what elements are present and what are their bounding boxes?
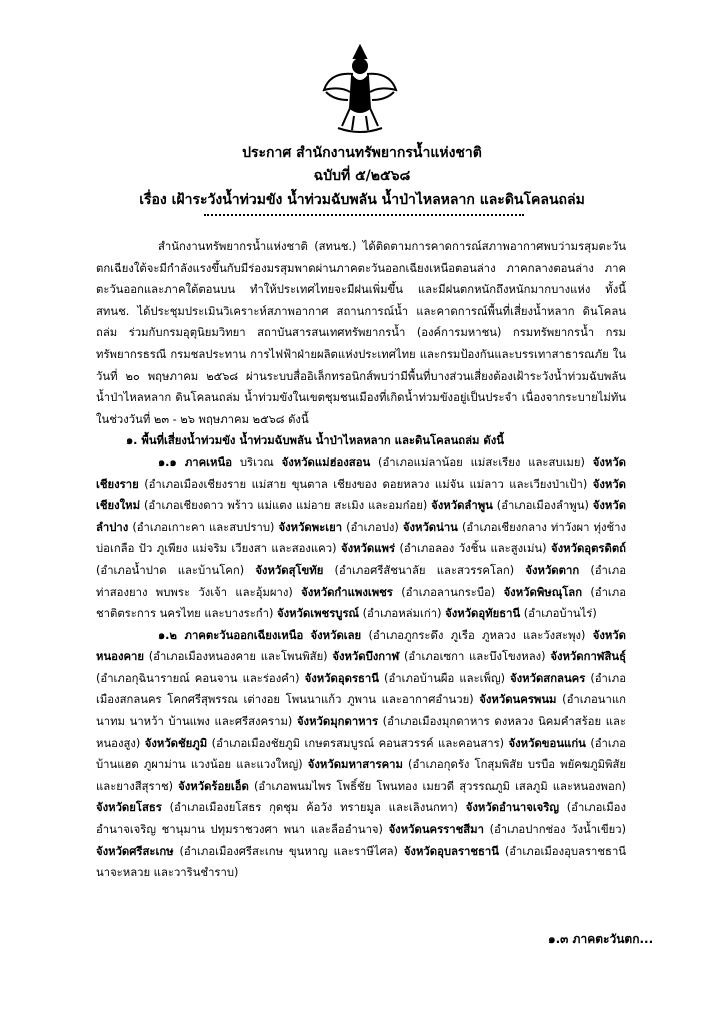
district-list: (อำเภอหล่มเก่า) bbox=[362, 607, 442, 621]
province-name: จังหวัดนครพนม bbox=[479, 693, 557, 707]
district-list: (อำเภอเมืองสกลนคร โคกศรีสุพรรณ เต่างอย โพนนาแก้ว ภูพาน และอากาศอำนวย) bbox=[96, 671, 626, 707]
district-list: (อำเภอศรีสัชนาลัย และสวรรคโลก) bbox=[334, 563, 515, 577]
province-name: จังหวัดขอนแก่น bbox=[508, 736, 586, 750]
district-list: (อำเภอเกาะคา และสบปราบ) bbox=[132, 520, 275, 534]
district-list: (อำเภอเมืองเชียงราย แม่สาย ขุนตาล เชียงของ ดอยหลวง แม่จัน แม่ลาว และเวียงป่าเป้า) bbox=[144, 477, 588, 491]
district-list: (อำเภอเชียงดาว พร้าว แม่แตง แม่อาย สะเมิง และอมก๋อย) bbox=[143, 499, 428, 513]
province-name: จังหวัดอุดรธานี bbox=[304, 671, 379, 685]
district-list: (อำเภอชาติตระการ นครไทย และบางระกำ) bbox=[96, 585, 627, 621]
province-name: จังหวัดร้อยเอ็ด bbox=[178, 779, 249, 793]
province-name: จังหวัดพิษณุโลก bbox=[503, 585, 583, 599]
district-list: (อำเภอปง) bbox=[346, 520, 399, 534]
district-list: (อำเภอปากช่อง วังน้ำเขียว) bbox=[489, 823, 627, 837]
province-name: จังหวัดน่าน bbox=[402, 520, 458, 534]
province-name: จังหวัดหนองคาย bbox=[96, 628, 626, 664]
province-name: จังหวัดสุโขทัย bbox=[255, 563, 324, 577]
province-name: จังหวัดนครราชสีมา bbox=[388, 823, 484, 837]
garuda-emblem-icon bbox=[320, 42, 400, 138]
district-list: (อำเภอเมืองมุกดาหาร ดงหลวง นิคมคำสร้อย และหนองสูง) bbox=[96, 715, 626, 750]
continuation-footer: ๑.๓ ภาคตะวันตก... bbox=[548, 932, 654, 946]
northeast-region-paragraph bbox=[96, 625, 626, 884]
district-list: (อำเภอเซกา และบึงโขงหลง) bbox=[403, 650, 546, 664]
announcement-number: ฉบับที่ ๕/๒๕๖๘ bbox=[313, 168, 411, 184]
province-name: จังหวัดอุทัยธานี bbox=[445, 607, 521, 621]
province-name: จังหวัดชัยภูมิ bbox=[144, 736, 208, 750]
province-name: จังหวัดกาฬสินธุ์ bbox=[550, 650, 627, 664]
province-name: จังหวัดบึงกาฬ bbox=[332, 650, 400, 664]
district-list: (อำเภอน้ำปาด และบ้านโคก) bbox=[96, 563, 245, 577]
province-name: จังหวัดเลย bbox=[310, 628, 362, 642]
announcement-title: ประกาศ สำนักงานทรัพยากรน้ำแห่งชาติ bbox=[242, 145, 482, 161]
district-list: (อำเภอเมืองยโสธร กุดชุม ค้อวัง ทรายมูล และเลิงนกทา) bbox=[169, 801, 458, 815]
region-heading: ๑.๑ ภาคเหนือ bbox=[158, 455, 232, 469]
district-list: (อำเภอบ้านแฮด ภูผาม่าน แวงน้อย และแวงใหญ่) bbox=[96, 736, 626, 772]
province-name: จังหวัดแพร่ bbox=[340, 542, 396, 556]
district-list: (อำเภอแม่ลาน้อย แม่สะเรียง และสบเมย) bbox=[378, 455, 585, 469]
dotted-divider bbox=[204, 214, 524, 216]
district-list: (อำเภอเมืองอำนาจเจริญ ชานุมาน ปทุมราชวงศา พนา และลืออำนาจ) bbox=[96, 801, 626, 837]
district-list: (อำเภอเมืองชัยภูมิ เกษตรสมบูรณ์ คอนสวรรค์ และคอนสาร) bbox=[211, 736, 505, 750]
province-name: จังหวัดลำพูน bbox=[431, 499, 493, 513]
district-list: (อำเภอเมืองอุบลราชธานี นาจะหลวย และวารินชำราบ) bbox=[96, 844, 627, 880]
province-name: จังหวัดลำปาง bbox=[96, 499, 627, 534]
province-name: จังหวัดเชียงใหม่ bbox=[96, 477, 626, 513]
district-list: (อำเภอภูกระดึง ภูเรือ ภูหลวง และวังสะพุง) bbox=[368, 628, 586, 642]
intro-paragraph: สำนักงานทรัพยากรน้ำแห่งชาติ (สทนช.) ได้ติดตามการคาดการณ์สภาพอากาศพบว่ามรสุมตะวันตกเฉียงใต้จะมีกำลังแรงขึ้นกับมีร่องมรสุมพาดผ่านภาคตะวันออกเฉียงเหนือตอนล่าง ภาคกลางตอนล่าง ภาคตะวันออกและภาคใต้ตอนบน ทำให้ประเทศไทยจะมีฝนเพิ่มขึ้น และมีฝนตกหนักถึงหนักมากบางแห่ง ทั้งนี้ สทนช. ได้ประชุมประเมินวิเคราะห์สภาพอากาศ สถานการณ์น้ำ และคาดการณ์พื้นที่เสี่ยงน้ำหลาก ดินโคลนถล่ม ร่วมกับกรมอุตุนิยมวิทยา สถาบันสารสนเทศทรัพยากรน้ำ (องค์การมหาชน) กรมทรัพยากรน้ำ กรมทรัพยากรธรณี กรมชลประทาน การไฟฟ้าฝ่ายผลิตแห่งประเทศไทย และกรมป้องกันและบรรเทาสาธารณภัย ในวันที่ ๒๐ พฤษภาคม ๒๕๖๘ ผ่านระบบสื่ออิเล็กทรอนิกส์พบว่ามีพื้นที่บางส่วนเสี่ยงต้องเฝ้าระวังน้ำท่วมฉับพลัน น้ำป่าไหลหลาก ดินโคลนถล่ม น้ำท่วมขังในเขตชุมชนเมืองที่เกิดน้ำท่วมขังอยู่เป็นประจำ เนื่องจากระบายไม่ทัน ในช่วงวันที่ ๒๓ - ๒๖ พฤษภาคม ๒๕๖๘ ดังนี้ bbox=[96, 240, 626, 426]
region-lead: บริเวณ bbox=[239, 455, 274, 469]
province-name: จังหวัดมุกดาหาร bbox=[296, 715, 379, 729]
province-name: จังหวัดมหาสารคาม bbox=[307, 758, 403, 772]
announcement-subject: เรื่อง เฝ้าระวังน้ำท่วมขัง น้ำท่วมฉับพลัน น้ำป่าไหลหลาก และดินโคลนถล่ม bbox=[139, 192, 585, 208]
province-name: จังหวัดอุตรดิตถ์ bbox=[551, 542, 627, 556]
district-list: (อำเภอลานกระบือ) bbox=[401, 585, 496, 599]
district-list: (อำเภอเมืองลำพูน) bbox=[496, 499, 589, 513]
province-name: จังหวัดยโสธร bbox=[96, 801, 162, 815]
province-name: จังหวัดแม่ฮ่องสอน bbox=[281, 455, 371, 469]
province-name: จังหวัดกำแพงเพชร bbox=[301, 585, 393, 599]
district-list: (อำเภอกุฉินารายณ์ คอนจาน และร่องคำ) bbox=[96, 671, 300, 685]
district-list: (อำเภอลอง วังชิ้น และสูงเม่น) bbox=[399, 542, 547, 556]
district-list: (อำเภอเมืองศรีสะเกษ ขุนหาญ และราษีไศล) bbox=[179, 844, 398, 858]
province-name: จังหวัดอำนาจเจริญ bbox=[465, 801, 559, 815]
region-heading: ๑.๒ ภาคตะวันออกเฉียงเหนือ bbox=[158, 628, 304, 642]
province-name: จังหวัดตาก bbox=[525, 563, 580, 577]
district-list: (อำเภอเชียงกลาง ท่าวังผา ทุ่งช้าง บ่อเกลือ ปัว ภูเพียง แม่จริม เวียงสา และสองแคว) bbox=[96, 520, 626, 556]
province-name: จังหวัดเพชรบูรณ์ bbox=[276, 607, 359, 621]
province-name: จังหวัดศรีสะเกษ bbox=[96, 844, 174, 858]
province-name: จังหวัดอุบลราชธานี bbox=[403, 844, 499, 858]
document-body bbox=[96, 236, 626, 884]
north-region-paragraph bbox=[96, 452, 626, 625]
district-list: (อำเภอบ้านผือ และเพ็ญ) bbox=[384, 671, 505, 685]
district-list: (อำเภอเมืองหนองคาย และโพนพิสัย) bbox=[148, 650, 328, 664]
district-list: (อำเภอกุดรัง โกสุมพิสัย บรบือ พยัคฆภูมิพิสัย และยางสีสุราช) bbox=[96, 758, 626, 793]
district-list: (อำเภอบ้านไร่) bbox=[523, 607, 597, 621]
province-name: จังหวัดเชียงราย bbox=[96, 455, 627, 491]
province-name: จังหวัดพะเยา bbox=[278, 520, 343, 534]
province-name: จังหวัดสกลนคร bbox=[510, 671, 586, 685]
section-heading: ๑. พื้นที่เสี่ยงน้ำท่วมขัง น้ำท่วมฉับพลัน น้ำป่าไหลหลาก และดินโคลนถล่ม ดังนี้ bbox=[126, 434, 505, 448]
district-list: (อำเภอท่าสองยาง พบพระ วังเจ้า และอุ้มผาง) bbox=[96, 563, 626, 599]
district-list: (อำเภอนาแก นาทม นาหว้า บ้านแพง และศรีสงคราม) bbox=[96, 693, 626, 729]
district-list: (อำเภอพนมไพร โพธิ์ชัย โพนทอง เมยวดี สุวรรณภูมิ เสลภูมิ และหนองพอก) bbox=[254, 779, 626, 793]
